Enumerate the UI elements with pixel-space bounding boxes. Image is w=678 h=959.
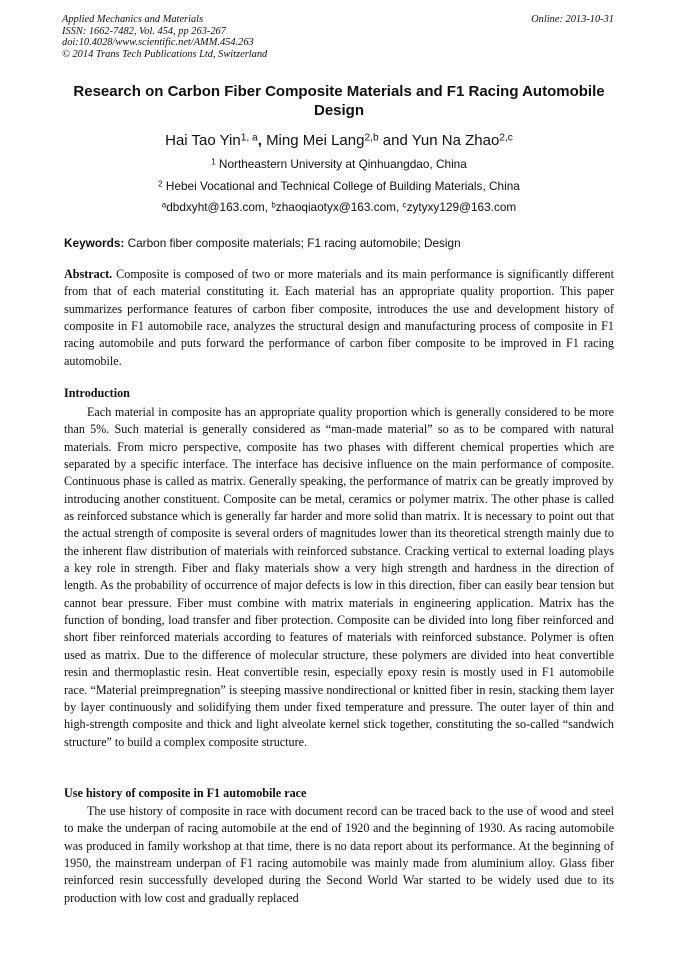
abstract <box>64 266 614 370</box>
email-mark: c <box>402 200 407 210</box>
journal-name: Applied Mechanics and Materials <box>62 14 204 25</box>
section-heading-introduction: Introduction <box>64 386 130 400</box>
author-line <box>60 131 618 151</box>
email-address: dbdxyht@163.com, <box>166 200 272 214</box>
author-name: Hai Tao Yin <box>165 132 241 149</box>
online-date: Online: 2013-10-31 <box>531 14 614 25</box>
abstract-label: Abstract. <box>64 267 113 281</box>
affiliation-2 <box>60 179 618 194</box>
affiliation-text: Hebei Vocational and Technical College of Building Materials, China <box>162 179 520 193</box>
introduction-paragraph: Each material in composite has an appropriate quality proportion which is generally considered to be more than 5%. Such material is generally considered as “man-made material” so as to be compared with natural materials. From micro perspective, composite has two phases with different chemical properties which are separated by a specific interface. The interface has decisive influence on the main performance of composite. Continuous phase is called as matrix. Generally speaking, the performance of matrix can be greatly improved by introducing another constituent. Composite can be metal, ceramics or polymer matrix. The other phase is called as reinforced substance which is generally far harder and more solid than matrix. It is necessary to point out that the actual strength of composite is several orders of magnitudes lower than its theoretical strength mainly due to the inherent flaw distribution of materials with reinforced substance. Cracking vertical to external loading plays a key role in strength. Fiber and flaky materials show a very high strength and hardness in the direction of length. As the probability of occurrence of major defects is low in this direction, fiber can easily bear tension but cannot bear pressure. Fiber must combine with matrix materials in engineering application. Matrix has the function of bonding, load transfer and fiber protection. Composite can be divided into long fiber reinforced and short fiber reinforced materials according to features of materials with reinforced substance. Polymer is often used as matrix. Due to the difference of molecular structure, these polymers are divided into heat convertible resin and thermoplastic resin. Heat convertible resin, especially epoxy resin is mostly used in F1 automobile race. “Material preimpregnation” is steeping massive nondirectional or knitted fiber in resin, stacking them layer by layer continuously and solidifying them under fixed temperature and pressure. The outer layer of thin and high-strength composite and thick and light alveolate kernel stick together, constituting the so-called “sandwich structure” to build a complex composite structure. <box>64 405 614 749</box>
author-superscript: 1, a <box>240 132 258 144</box>
affiliation-1 <box>60 157 618 172</box>
affiliation-number: 1 <box>211 157 216 167</box>
author-superscript: 2,b <box>364 132 379 144</box>
email-address: zytyxy129@163.com <box>406 200 517 214</box>
keywords-text: Carbon fiber composite materials; F1 racing automobile; Design <box>124 236 461 250</box>
keywords <box>64 236 616 251</box>
history-paragraph: The use history of composite in race with document record can be traced back to the use of wood and steel to make the underpan of racing automobile at the end of 1920 and the beginning of 1930. As racing automobile was produced in family workshop at that time, there is no data report about its performance. At the beginning of 1950, the mainstream underpan of F1 racing automobile was mainly made from aluminium alloy. Glass fiber reinforced resin successfully developed during the Second World War started to be widely used due to its production with low cost and gradually replaced <box>64 804 614 905</box>
doi-line: doi:10.4028/www.scientific.net/AMM.454.263 <box>62 37 254 49</box>
email-address: zhaoqiaotyx@163.com, <box>275 200 403 214</box>
author-name: Yun Na Zhao <box>411 132 500 149</box>
paper-title: Research on Carbon Fiber Composite Materials and F1 Racing Automobile Design <box>73 83 605 119</box>
email-mark: b <box>271 200 276 210</box>
author-separator: and <box>378 132 412 149</box>
copyright-line: © 2014 Trans Tech Publications Ltd, Switzerland <box>62 48 268 60</box>
author-name: Ming Mei Lang <box>266 132 365 149</box>
author-superscript: 2,c <box>499 132 513 144</box>
keywords-label: Keywords: <box>64 236 125 250</box>
affiliation-text: Northeastern University at Qinhuangdao, China <box>215 157 467 171</box>
running-header <box>62 14 614 60</box>
affiliation-number: 2 <box>158 179 163 189</box>
author-separator: , <box>257 132 267 149</box>
section-heading-history: Use history of composite in F1 automobile race <box>64 786 307 800</box>
email-mark: a <box>161 200 167 210</box>
email-line <box>60 200 618 215</box>
abstract-text: Composite is composed of two or more materials and its main performance is significantly different from that of each material constituting it. Each material has an appropriate quality proportion. This paper summarizes performance features of carbon fiber composite, introduces the use and development history of composite in F1 automobile race, analyzes the structural design and manufacturing process of composite in F1 racing automobile and puts forward the performance of carbon fiber composite to be improved in F1 racing automobile. <box>64 267 614 368</box>
issn-line: ISSN: 1662-7482, Vol. 454, pp 263-267 <box>62 25 226 37</box>
